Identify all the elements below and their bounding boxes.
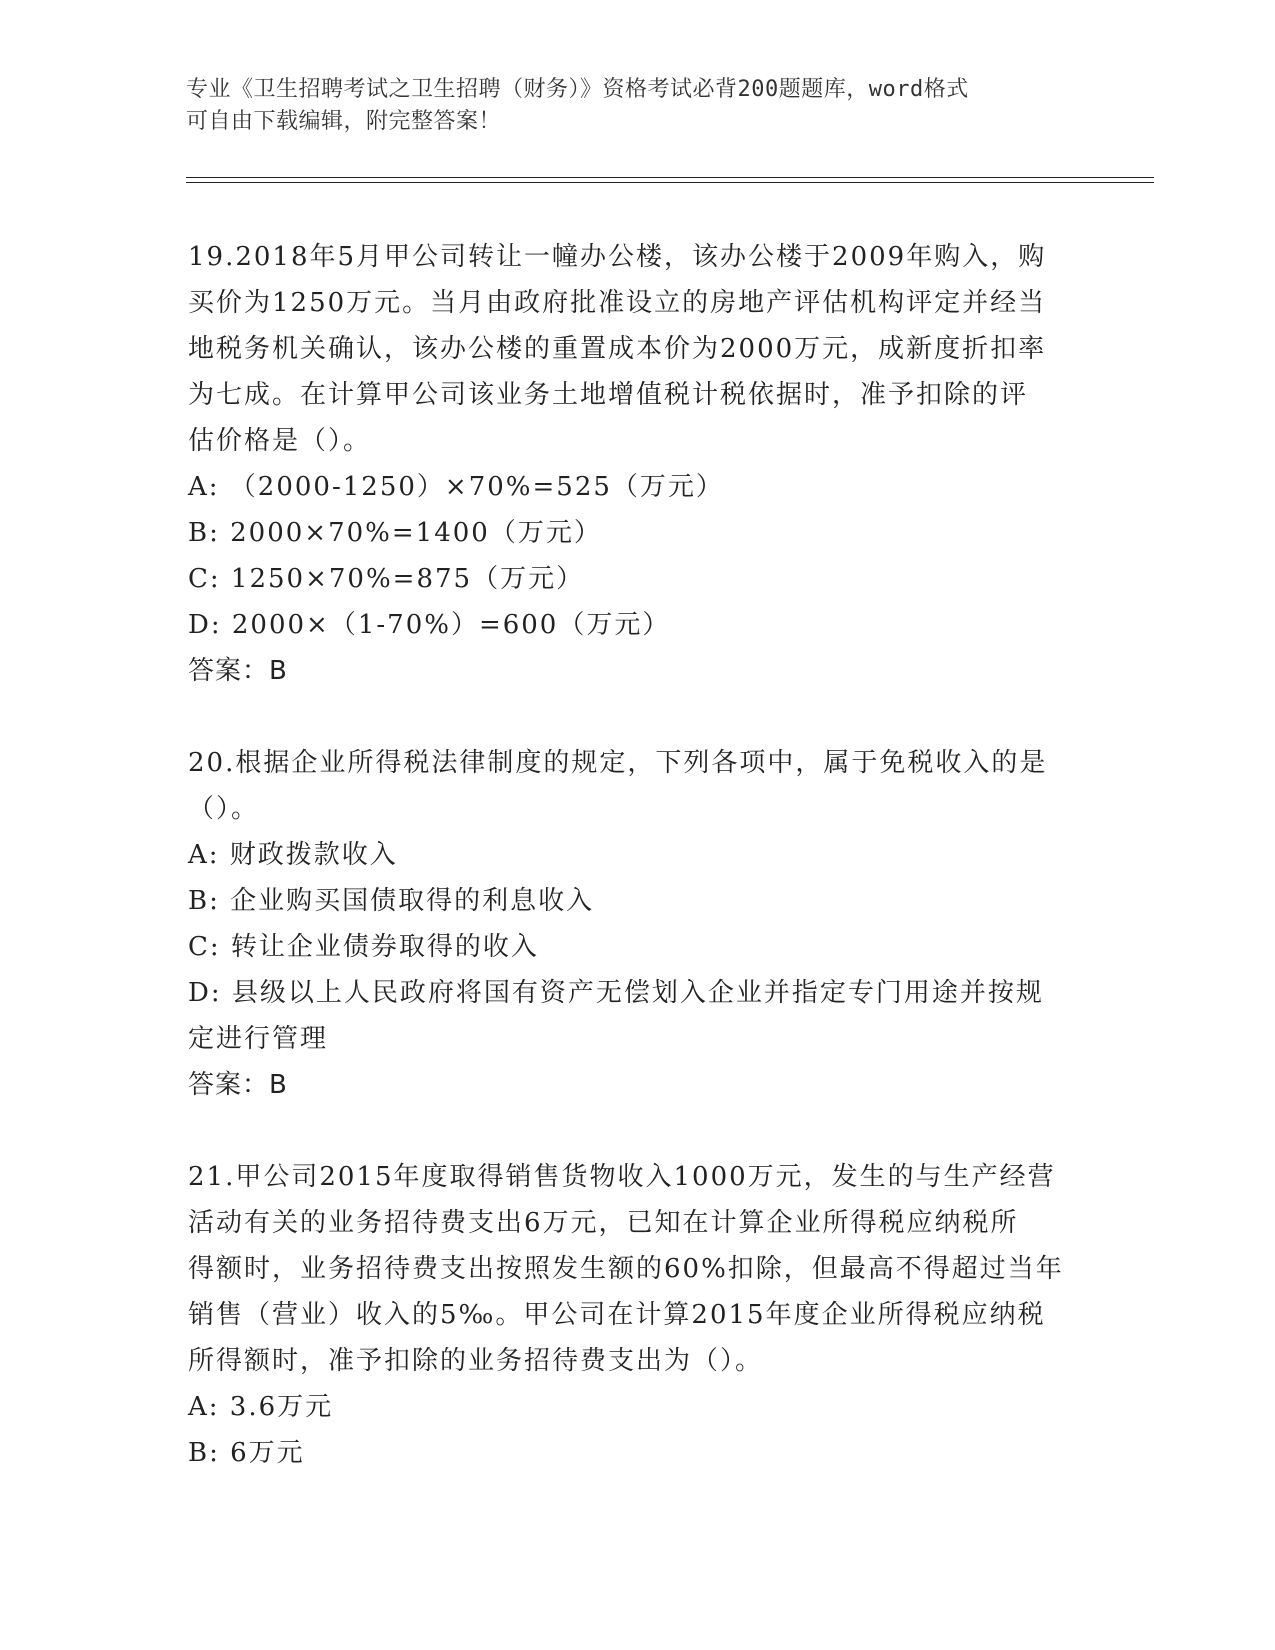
question-stem-line: 所得额时，准予扣除的业务招待费支出为（）。 [188,1346,764,1376]
question-stem-line: 地税务机关确认，该办公楼的重置成本价为2000万元，成新度折扣率 [188,334,1047,364]
question-stem-line: 估价格是（）。 [188,426,372,456]
header-line-2: 可自由下载编辑，附完整答案！ [186,109,502,134]
header-divider-top [186,177,1154,178]
question-stem-line: （）。 [188,794,260,824]
option-d: D: 2000×（1-70%）=600（万元） [188,610,671,640]
question-stem-line: 活动有关的业务招待费支出6万元，已知在计算企业所得税应纳税所 [188,1208,1019,1238]
question-20 [188,740,1088,1108]
question-21 [188,1154,1088,1476]
answer-label: 答案：B [188,656,288,686]
option-c: C: 转让企业债券取得的收入 [188,932,539,962]
document-header [186,74,1086,138]
question-stem-line: 20.根据企业所得税法律制度的规定，下列各项中，属于免税收入的是 [188,748,1048,778]
question-stem-line: 得额时，业务招待费支出按照发生额的60%扣除，但最高不得超过当年 [188,1254,1064,1284]
option-d-continued: 定进行管理 [188,1024,329,1054]
question-list [188,234,1088,1476]
question-stem-line: 买价为1250万元。当月由政府批准设立的房地产评估机构评定并经当 [188,288,1047,318]
option-a: A: 财政拨款收入 [188,840,398,870]
option-a: A: 3.6万元 [188,1392,334,1422]
option-a: A: （2000-1250）×70%=525（万元） [188,472,724,502]
question-stem-line: 21.甲公司2015年度取得销售货物收入1000万元，发生的与生产经营 [188,1162,1056,1192]
question-stem-line: 19.2018年5月甲公司转让一幢办公楼，该办公楼于2009年购入，购 [188,242,1047,272]
question-spacer [188,694,1088,740]
answer-label: 答案：B [188,1070,288,1100]
question-spacer [188,1108,1088,1154]
option-d: D: 县级以上人民政府将国有资产无偿划入企业并指定专门用途并按规 [188,978,1044,1008]
option-b: B: 2000×70%=1400（万元） [188,518,602,548]
question-stem-line: 销售（营业）收入的5‰。甲公司在计算2015年度企业所得税应纳税 [188,1300,1046,1330]
option-b: B: 企业购买国债取得的利息收入 [188,886,595,916]
header-divider-bottom [186,182,1154,183]
option-b: B: 6万元 [188,1438,305,1468]
question-stem-line: 为七成。在计算甲公司该业务土地增值税计税依据时，准予扣除的评 [188,380,1029,410]
question-19 [188,234,1088,694]
option-c: C: 1250×70%=875（万元） [188,564,585,594]
header-line-1: 专业《卫生招聘考试之卫生招聘（财务）》资格考试必背200题题库，word格式 [186,77,969,102]
